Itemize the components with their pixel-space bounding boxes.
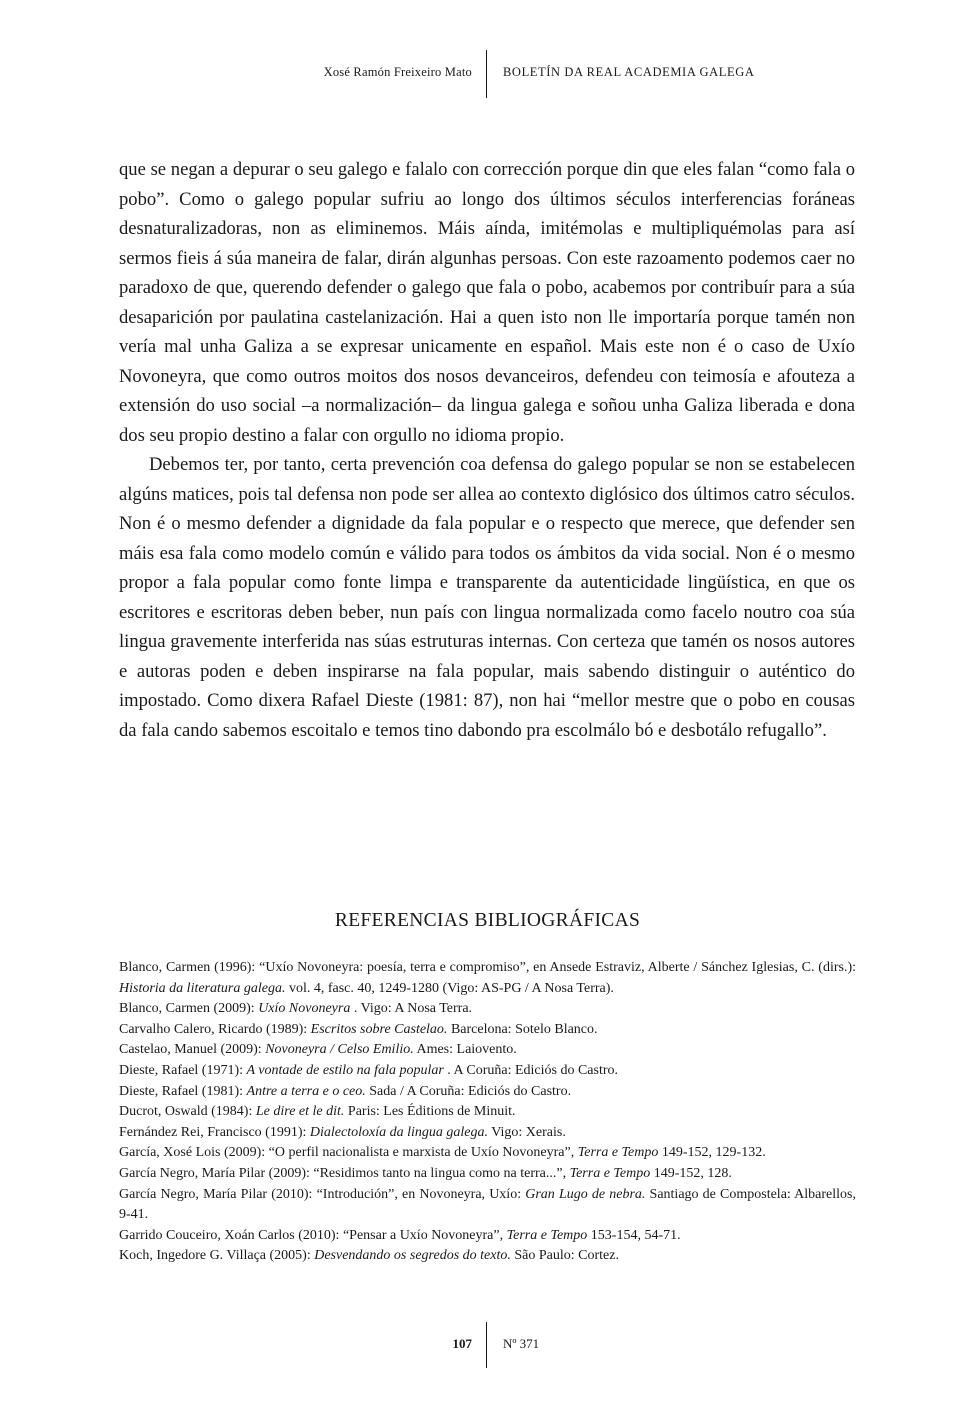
reference-title: Escritos sobre Castelao.	[310, 1021, 448, 1037]
reference-item: Castelao, Manuel (2009): Novoneyra / Celso Emilio. Ames: Laiovento.	[119, 1042, 517, 1058]
body-text	[119, 155, 855, 745]
reference-item: Dieste, Rafael (1981): Antre a terra e o ceo. Sada / A Coruña: Ediciós do Castro.	[119, 1083, 572, 1099]
reference-title: Antre a terra e o ceo.	[246, 1083, 366, 1099]
reference-title: A vontade de estilo na fala popular	[246, 1062, 444, 1078]
reference-title: Gran Lugo de nebra.	[525, 1186, 646, 1202]
reference-item: Blanco, Carmen (1996): “Uxío Novoneyra: poesía, terra e compromiso”, en Ansede Estraviz, Alberte / Sánchez Iglesias, C. (dirs.): Historia da literatura galega. vol. 4, fasc. 40, 1249-1280 (Vigo: AS-PG / A Nosa Terra).	[119, 960, 856, 996]
references-list	[119, 958, 856, 1267]
paragraph: Debemos ter, por tanto, certa prevención coa defensa do galego popular se non se estabelecen algúns matices, pois tal defensa non pode ser allea ao contexto diglósico dos últimos catro séculos. Non é o mesmo defender a dignidade da fala popular e o respecto que merece, que defender sen máis esa fala como modelo común e válido para todos os ámbitos da vida social. Non é o mesmo propor a fala popular como fonte limpa e transparente da autenticidade lingüística, en que os escritores e escritoras deben beber, nun país con lingua normalizada como facelo noutro coa súa lingua gravemente interferida nas súas estruturas internas. Con certeza que tamén os nosos autores e autoras poden e deben inspirarse na fala popular, mais sabendo distinguir o auténtico do impostado. Como dixera Rafael Dieste (1981: 87), non hai “mellor mestre que o pobo en cousas da fala cando sabemos escoitalo e temos tino dabondo pra escolmálo bó e desbotálo refugallo”.	[119, 454, 855, 741]
running-header	[0, 50, 975, 98]
reference-item: García, Xosé Lois (2009): “O perfil nacionalista e marxista de Uxío Novoneyra”, Terra e Tempo 149-152, 129-132.	[119, 1145, 766, 1161]
reference-title: Terra e Tempo	[577, 1145, 659, 1161]
reference-title: Historia da literatura galega.	[119, 980, 286, 996]
page-number: 107	[452, 1336, 472, 1351]
reference-title: Uxío Novoneyra	[258, 1001, 351, 1017]
reference-item: Fernández Rei, Francisco (1991): Dialectoloxía da lingua galega. Vigo: Xerais.	[119, 1124, 566, 1140]
header-divider	[486, 50, 487, 98]
reference-item: García Negro, María Pilar (2009): “Residimos tanto na lingua como na terra...”, Terra e Tempo 149-152, 128.	[119, 1165, 732, 1181]
reference-title: Le dire et le dit.	[255, 1104, 345, 1120]
header-journal-title: BOLETÍN DA REAL ACADEMIA GALEGA	[503, 65, 755, 79]
reference-item: Blanco, Carmen (2009): Uxío Novoneyra . Vigo: A Nosa Terra.	[119, 1001, 473, 1017]
reference-title: Terra e Tempo	[569, 1165, 651, 1181]
footer-divider	[486, 1322, 487, 1368]
reference-title: Novoneyra / Celso Emilio.	[265, 1042, 414, 1058]
header-author: Xosé Ramón Freixeiro Mato	[323, 65, 472, 79]
page-footer	[0, 1322, 975, 1368]
reference-item: Carvalho Calero, Ricardo (1989): Escritos sobre Castelao. Barcelona: Sotelo Blanco.	[119, 1021, 598, 1037]
reference-item: Ducrot, Oswald (1984): Le dire et le dit. Paris: Les Éditions de Minuit.	[119, 1104, 516, 1120]
references-heading: REFERENCIAS BIBLIOGRÁFICAS	[334, 910, 641, 931]
reference-title: Terra e Tempo	[506, 1227, 588, 1243]
paragraph: que se negan a depurar o seu galego e falalo con corrección porque din que eles falan “como fala o pobo”. Como o galego popular sufriu ao longo dos últimos séculos interferencias foráneas desnaturalizadoras, non as eliminemos. Máis aínda, imitémolas e multipliquémolas para así sermos fieis á súa maneira de falar, dirán algunhas persoas. Con este razoamento podemos caer no paradoxo de que, querendo defender o galego que fala o pobo, acabemos por contribuír para a súa desaparición por paulatina castelanización. Hai a quen isto non lle importaría porque tamén non vería mal unha Galiza a se expresar unicamente en español. Mais este non é o caso de Uxío Novoneyra, que como outros moitos dos nosos devanceiros, defendeu con teimosía e afouteza a extensión do uso social –a normalización– da lingua galega e soñou unha Galiza liberada e dona dos seu propio destino a falar con orgullo no idioma propio.	[119, 159, 855, 446]
reference-item: Garrido Couceiro, Xoán Carlos (2010): “Pensar a Uxío Novoneyra”, Terra e Tempo 153-154, 54-71.	[119, 1227, 681, 1243]
reference-item: Dieste, Rafael (1971): A vontade de estilo na fala popular . A Coruña: Ediciós do Castro.	[119, 1062, 619, 1078]
issue-number: Nº 371	[503, 1336, 540, 1351]
reference-item: Koch, Ingedore G. Villaça (2005): Desvendando os segredos do texto. São Paulo: Cortez.	[119, 1248, 619, 1264]
reference-title: Dialectoloxía da lingua galega.	[309, 1124, 488, 1140]
reference-title: Desvendando os segredos do texto.	[314, 1248, 511, 1264]
reference-item: García Negro, María Pilar (2010): “Introdución”, en Novoneyra, Uxío: Gran Lugo de nebra. Santiago de Compostela: Albarellos, 9-41.	[119, 1186, 856, 1223]
